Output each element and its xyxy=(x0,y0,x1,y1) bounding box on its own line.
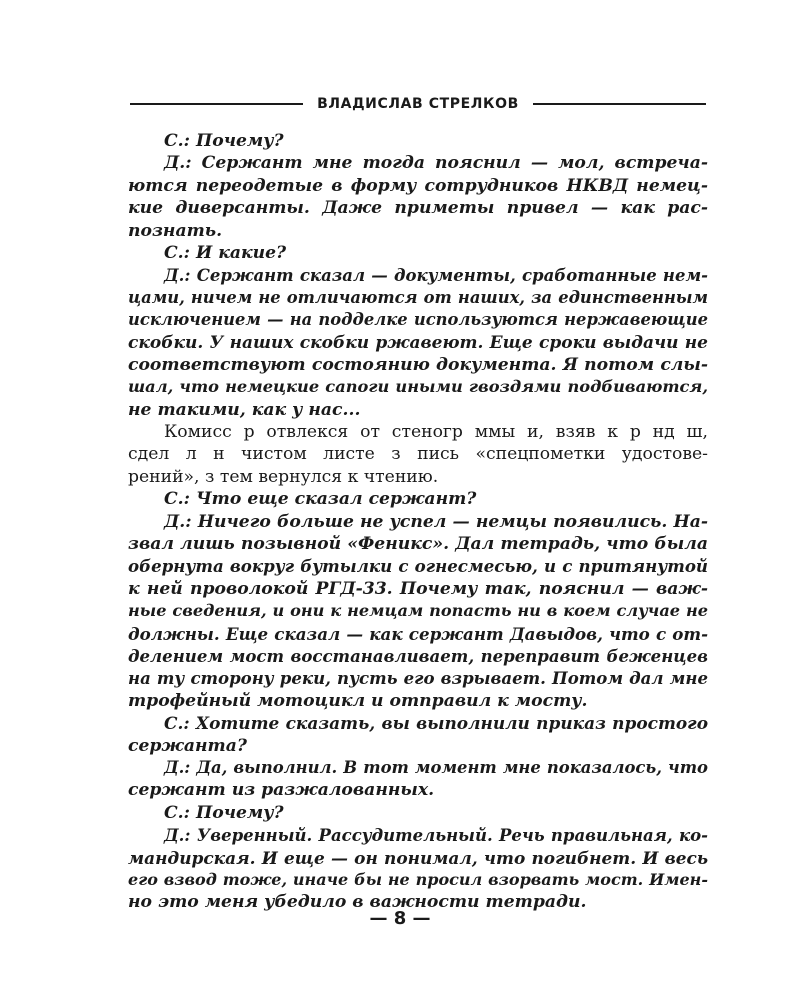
text-line: Д.: Сержант сказал — документы, сработанные нем- xyxy=(164,265,708,286)
text-line: познать. xyxy=(128,220,223,241)
text-line: ные сведения, и они к немцам попасть ни в коем случае не xyxy=(128,601,708,621)
text-line: скобки. У наших скобки ржавеют. Еще сроки выдачи не xyxy=(128,332,708,353)
text-line: но это меня убедило в важности тетради. xyxy=(128,892,587,913)
text-line: должны. Еще сказал — как сержант Давыдов, что с от- xyxy=(128,623,708,644)
text-line: С.: Хотите сказать, вы выполнили приказ простого xyxy=(164,713,708,734)
text-line: обернута вокруг бутылки с огнесмесью, и с притянутой xyxy=(128,556,708,577)
text-line: не такими, как у нас... xyxy=(128,399,361,420)
text-line: делением мост восстанавливает, переправит беженцев xyxy=(128,645,708,666)
header-rule-left xyxy=(130,103,303,105)
text-line: исключением — на подделке используются нержавеющие xyxy=(128,310,708,330)
text-line: С.: Почему? xyxy=(164,131,284,151)
text-line: Д.: Да, выполнил. В тот момент мне показалось, что xyxy=(164,757,708,777)
running-header xyxy=(130,92,706,116)
text-line: С.: Что еще сказал сержант? xyxy=(164,489,477,510)
text-line: звал лишь позывной «Феникс». Дал тетрадь, что была xyxy=(128,534,708,555)
text-line: соответствуют состоянию документа. Я потом слы- xyxy=(128,354,708,375)
text-line: на ту сторону реки, пусть его взрывает. Потом дал мне xyxy=(128,668,708,689)
text-line: ются переодетые в форму сотрудников НКВД немец- xyxy=(128,175,708,196)
text-line: его взвод тоже, иначе бы не просил взорвать мост. Имен- xyxy=(128,869,708,889)
text-line: сдел л н чистом листе з пись «спецпометки удостове- xyxy=(128,444,708,465)
text-line: сержант из разжалованных. xyxy=(128,780,435,801)
page-number: — 8 — xyxy=(369,908,431,929)
text-line: Д.: Уверенный. Рассудительный. Речь правильная, ко- xyxy=(164,825,708,846)
text-line: рений», з тем вернулся к чтению. xyxy=(128,466,439,487)
header-author: ВЛАДИСЛАВ СТРЕЛКОВ xyxy=(317,96,519,112)
text-line: трофейный мотоцикл и отправил к мосту. xyxy=(128,690,588,711)
text-line: кие диверсанты. Даже приметы привел — как рас- xyxy=(128,198,708,219)
text-line: сержанта? xyxy=(128,735,247,756)
text-line: С.: Почему? xyxy=(164,802,284,823)
text-line: цами, ничем не отличаются от наших, за единственным xyxy=(128,287,708,307)
text-line: Комисс р отвлекся от стеногр ммы и, взяв к р нд ш, xyxy=(164,422,708,443)
text-line: мандирская. И еще — он понимал, что погибнет. И весь xyxy=(128,847,708,868)
text-line: Д.: Ничего больше не успел — немцы появились. На- xyxy=(164,511,708,532)
text-line: шал, что немецкие сапоги иными гвоздями подбиваются, xyxy=(128,377,708,397)
body-text xyxy=(128,130,708,914)
text-line: С.: И какие? xyxy=(164,242,287,263)
text-line: к ней проволокой РГД-33. Почему так, пояснил — важ- xyxy=(128,578,708,599)
text-line: Д.: Сержант мне тогда пояснил — мол, встреча- xyxy=(164,153,708,174)
header-rule-right xyxy=(533,103,706,105)
